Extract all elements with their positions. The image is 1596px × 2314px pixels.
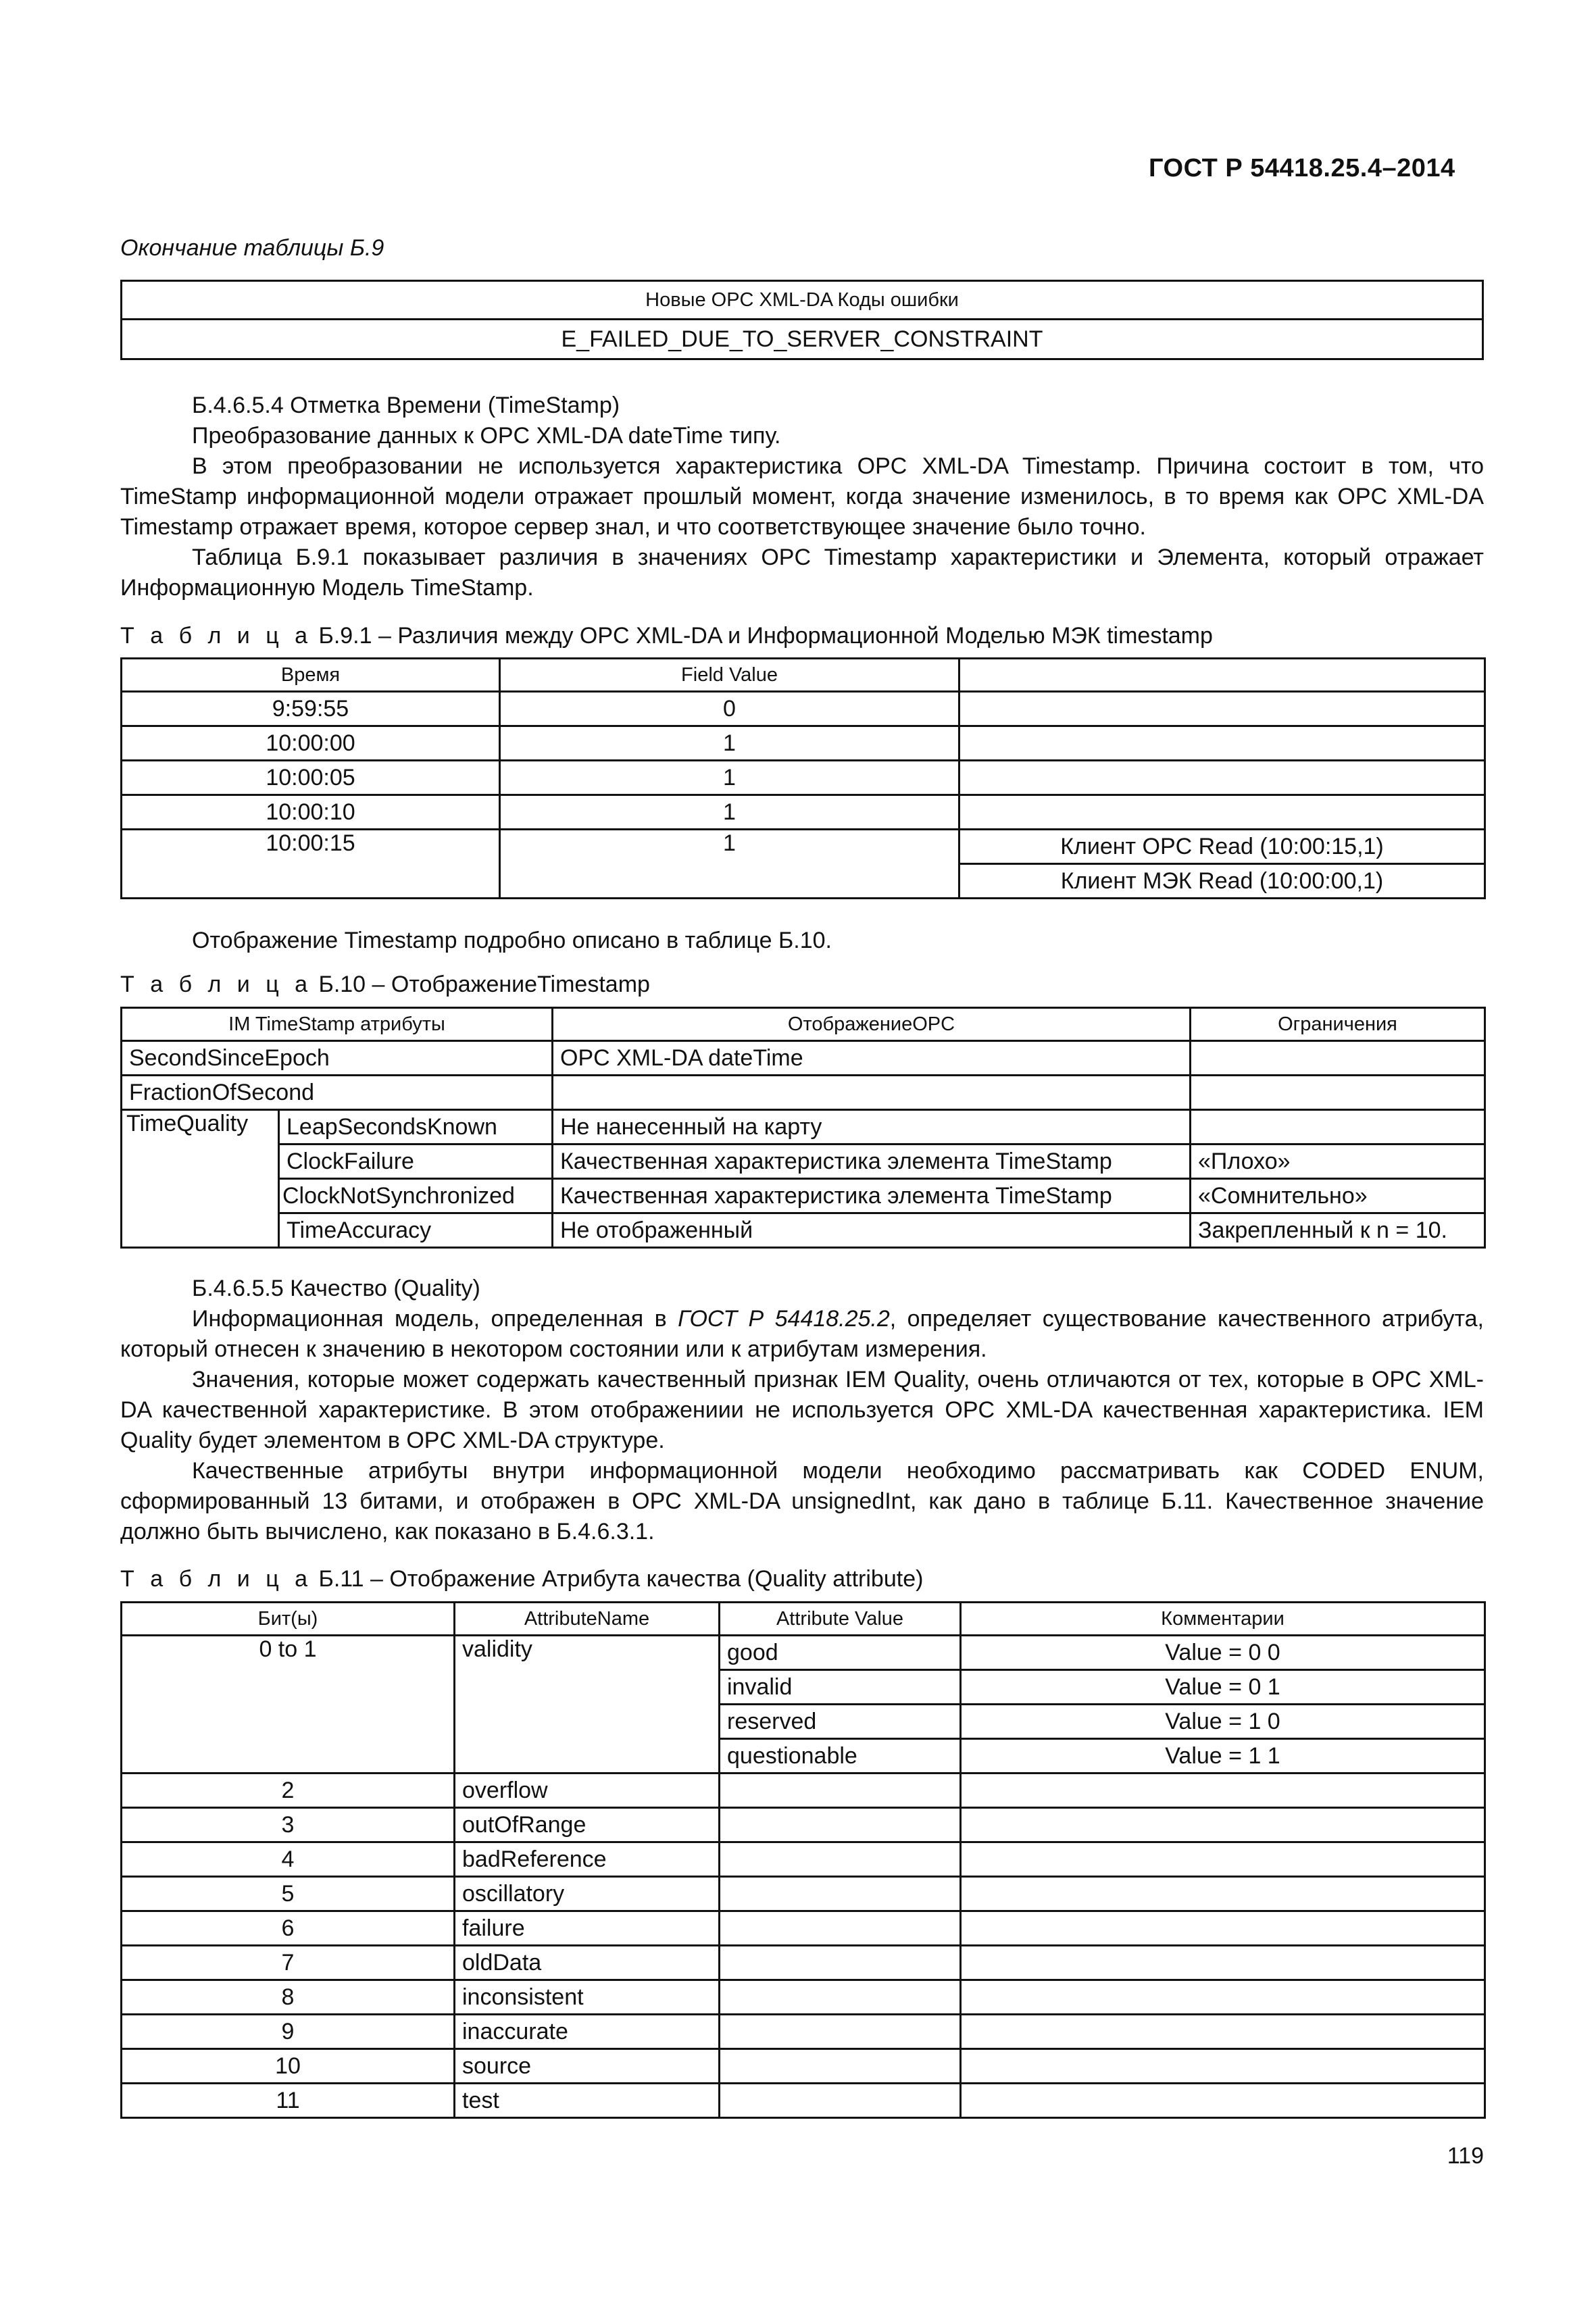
table-b10-map: Качественная характеристика элемента TimeStamp [553, 1145, 1191, 1179]
table-b11-name: failure [455, 1911, 720, 1946]
table-b11-name: oldData [455, 1946, 720, 1980]
page-number: 119 [1447, 2143, 1484, 2169]
section-quality-p3: Качественные атрибуты внутри информационной модели необходимо рассматривать как CODED ENUM, сформированный 13 битами, и отображен в OPC XML-DA unsignedInt, как дано в таблице Б.11. Качественное значение должно быть вычислено, как показано в Б.4.6.3.1. [120, 1458, 1484, 1544]
mapping-paragraph: Отображение Timestamp подробно описано в таблице Б.10. [192, 928, 832, 953]
table-row [122, 2049, 1485, 2084]
table-b11-bits: 9 [122, 2015, 455, 2049]
table-b91-note [959, 761, 1485, 795]
table-b91-value: 1 [500, 761, 959, 795]
table-b10-group: TimeQuality [122, 1110, 279, 1248]
table-b11-value [720, 1774, 961, 1808]
table-b91-time: 10:00:10 [122, 795, 500, 830]
table-b10-attr: SecondSinceEpoch [122, 1041, 553, 1076]
table-b11-caption-text: Б.11 – Отображение Атрибута качества (Quality attribute) [318, 1566, 924, 1592]
section-timestamp-title: Б.4.6.5.4 Отметка Времени (TimeStamp) [192, 393, 620, 418]
table-b11-value [720, 2084, 961, 2118]
table-b9-header: Новые OPC XML-DA Коды ошибки [122, 281, 1483, 320]
table-b91-value: 0 [500, 692, 959, 726]
table-b10-caption-text: Б.10 – ОтображениеTimestamp [318, 972, 650, 997]
table-b91-time: 10:00:05 [122, 761, 500, 795]
table-b10-map [553, 1076, 1191, 1110]
table-b11-bits: 3 [122, 1808, 455, 1842]
table-b9-continuation-caption: Окончание таблицы Б.9 [120, 235, 384, 261]
table-b11-comment [961, 1877, 1485, 1911]
table-b11-name: badReference [455, 1842, 720, 1877]
section-quality-p1-ref: ГОСТ Р 54418.25.2 [678, 1306, 890, 1332]
table-b10-limit: «Плохо» [1191, 1145, 1485, 1179]
table-row [122, 795, 1485, 830]
table-b11-comment [961, 2015, 1485, 2049]
table-row [122, 1911, 1485, 1946]
table-b10-sub: ClockFailure [279, 1145, 553, 1179]
table-b11-comment: Value = 0 0 [961, 1636, 1485, 1670]
table-b11-name: test [455, 2084, 720, 2118]
table-row [122, 1041, 1485, 1076]
table-row [122, 2015, 1485, 2049]
table-b10-limit [1191, 1110, 1485, 1145]
table-b10 [120, 1007, 1486, 1249]
table-b11-bits: 5 [122, 1877, 455, 1911]
table-b91-value: 1 [500, 795, 959, 830]
table-b91-caption [120, 623, 1213, 649]
table-b91-note [959, 795, 1485, 830]
table-b10-caption [120, 972, 650, 998]
section-timestamp-p3: Таблица Б.9.1 показывает различия в значениях OPC Timestamp характеристики и Элемента, который отражает Информационную Модель TimeStamp. [120, 545, 1484, 601]
table-b11-bits: 8 [122, 1980, 455, 2015]
table-row [122, 1145, 1485, 1179]
table-row [122, 1980, 1485, 2015]
table-b11-name: inaccurate [455, 2015, 720, 2049]
table-row [122, 1076, 1485, 1110]
table-b10-sub: LeapSecondsKnown [279, 1110, 553, 1145]
section-quality-title: Б.4.6.5.5 Качество (Quality) [192, 1276, 480, 1301]
table-b11-value [720, 1911, 961, 1946]
section-timestamp-p1: Преобразование данных к OPC XML-DA dateTime типу. [192, 423, 781, 449]
table-b11-value: questionable [720, 1739, 961, 1774]
table-b11-bits: 10 [122, 2049, 455, 2084]
section-timestamp [120, 391, 1484, 603]
table-b10-map: Качественная характеристика элемента TimeStamp [553, 1179, 1191, 1213]
table-b11-comment [961, 2084, 1485, 2118]
table-b11-name: outOfRange [455, 1808, 720, 1842]
table-row [122, 2084, 1485, 2118]
table-row [122, 692, 1485, 726]
table-b11-value [720, 1842, 961, 1877]
table-b11-value [720, 2015, 961, 2049]
table-b10-limit: Закрепленный к n = 10. [1191, 1213, 1485, 1248]
table-b11-bits: 6 [122, 1911, 455, 1946]
table-b91-time: 9:59:55 [122, 692, 500, 726]
table-row [122, 726, 1485, 761]
document-standard-header: ГОСТ Р 54418.25.4–2014 [1149, 154, 1455, 182]
table-b11-comment [961, 1911, 1485, 1946]
table-b10-limit: «Сомнительно» [1191, 1179, 1485, 1213]
table-b11-header-name: AttributeName [455, 1603, 720, 1636]
table-b11-caption [120, 1566, 923, 1592]
section-quality [120, 1274, 1484, 1547]
table-b11-name: inconsistent [455, 1980, 720, 2015]
table-b11-value: invalid [720, 1670, 961, 1705]
table-b91-caption-label: Т а б л и ц а [120, 623, 313, 649]
table-b11-comment [961, 1980, 1485, 2015]
table-b91-time: 10:00:00 [122, 726, 500, 761]
section-quality-p1 [120, 1304, 1484, 1365]
table-b11-header-value: Attribute Value [720, 1603, 961, 1636]
table-b91-header-empty [959, 659, 1485, 692]
table-row [122, 1213, 1485, 1248]
table-b10-map: Не нанесенный на карту [553, 1110, 1191, 1145]
table-b9-end [120, 280, 1484, 360]
table-b91-time: 10:00:15 [122, 830, 500, 899]
table-b10-limit [1191, 1041, 1485, 1076]
table-b11-name: validity [455, 1636, 720, 1774]
section-quality-p1-b: , определяет существование качественного атрибута, который отнесен к значению в некотором состоянии или к атрибутам измерения. [120, 1306, 1484, 1362]
section-quality-p1-a: Информационная модель, определенная в [192, 1306, 678, 1332]
table-b11-comment [961, 1774, 1485, 1808]
table-b91-note-opc: Клиент OPC Read (10:00:15,1) [959, 830, 1485, 864]
table-row [122, 1636, 1485, 1670]
table-b11-name: oscillatory [455, 1877, 720, 1911]
table-b11-comment: Value = 1 1 [961, 1739, 1485, 1774]
table-b11-value [720, 1980, 961, 2015]
table-row [122, 1808, 1485, 1842]
table-b10-sub: TimeAccuracy [279, 1213, 553, 1248]
table-b11-name: source [455, 2049, 720, 2084]
table-b11-value: good [720, 1636, 961, 1670]
table-row [122, 1179, 1485, 1213]
table-b11-caption-label: Т а б л и ц а [120, 1566, 313, 1592]
table-b11-bits: 2 [122, 1774, 455, 1808]
table-b11-comment [961, 1808, 1485, 1842]
table-b11-header-bits: Бит(ы) [122, 1603, 455, 1636]
table-row [122, 761, 1485, 795]
section-timestamp-p2: В этом преобразовании не используется характеристика OPC XML-DA Timestamp. Причина состоит в том, что TimeStamp информационной модели отражает прошлый момент, когда значение изменилось, в то время как OPC XML-DA Timestamp отражает время, которое сервер знал, и что соответствующее значение было точно. [120, 453, 1484, 540]
table-b11-value [720, 1946, 961, 1980]
table-b91-caption-text: Б.9.1 – Различия между OPC XML-DA и Информационной Моделью МЭК timestamp [318, 623, 1213, 649]
table-b11-comment: Value = 1 0 [961, 1705, 1485, 1739]
table-b11-value [720, 1808, 961, 1842]
table-b10-header-attr: IM TimeStamp атрибуты [122, 1008, 553, 1041]
table-row [122, 1877, 1485, 1911]
table-b11-value: reserved [720, 1705, 961, 1739]
table-b11-comment: Value = 0 1 [961, 1670, 1485, 1705]
table-b11-comment [961, 1842, 1485, 1877]
table-row [122, 1946, 1485, 1980]
table-b91-value: 1 [500, 726, 959, 761]
table-row [122, 1774, 1485, 1808]
table-b11-header-comments: Комментарии [961, 1603, 1485, 1636]
table-b11-bits: 11 [122, 2084, 455, 2118]
table-b10-caption-label: Т а б л и ц а [120, 972, 313, 997]
table-b11-comment [961, 1946, 1485, 1980]
table-b11-bits: 7 [122, 1946, 455, 1980]
table-b10-map: Не отображенный [553, 1213, 1191, 1248]
table-b10-sub: ClockNotSynchronized [279, 1179, 553, 1213]
table-b91-note [959, 726, 1485, 761]
table-row [122, 1842, 1485, 1877]
table-b10-map: OPC XML-DA dateTime [553, 1041, 1191, 1076]
table-b11-value [720, 1877, 961, 1911]
table-b91-header-value: Field Value [500, 659, 959, 692]
table-b11-comment [961, 2049, 1485, 2084]
table-b11-bits: 4 [122, 1842, 455, 1877]
table-b11-name: overflow [455, 1774, 720, 1808]
table-b91-header-time: Время [122, 659, 500, 692]
table-b91 [120, 657, 1486, 899]
table-b91-value: 1 [500, 830, 959, 899]
table-b11 [120, 1601, 1486, 2119]
table-b11-bits: 0 to 1 [122, 1636, 455, 1774]
table-b9-value: E_FAILED_DUE_TO_SERVER_CONSTRAINT [122, 320, 1483, 359]
table-row [122, 1110, 1485, 1145]
table-b91-note [959, 692, 1485, 726]
table-b10-attr: FractionOfSecond [122, 1076, 553, 1110]
table-b10-header-limits: Ограничения [1191, 1008, 1485, 1041]
table-b11-value [720, 2049, 961, 2084]
table-b91-note-iec: Клиент МЭК Read (10:00:00,1) [959, 864, 1485, 899]
table-b10-limit [1191, 1076, 1485, 1110]
table-row [122, 830, 1485, 864]
table-b10-header-map: ОтображениеOPC [553, 1008, 1191, 1041]
section-quality-p2: Значения, которые может содержать качественный признак IEM Quality, очень отличаются от тех, которые в OPC XML-DA качественной характеристике. В этом отображениии не используется OPC XML-DA качественная характеристика. IEM Quality будет элементом в OPC XML-DA структуре. [120, 1367, 1484, 1453]
